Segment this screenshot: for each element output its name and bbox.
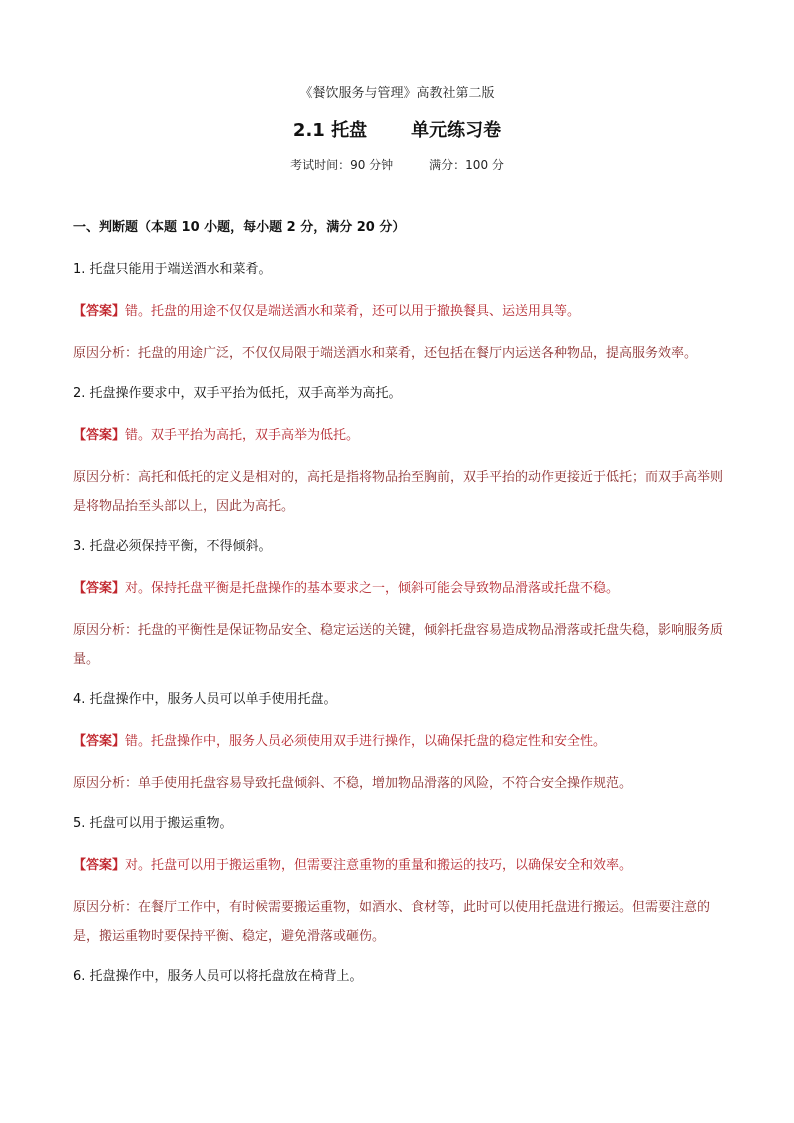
question-text: 2. 托盘操作要求中，双手平抬为低托，双手高举为高托。 [73,386,402,401]
question-text: 1. 托盘只能用于端送酒水和菜肴。 [73,262,272,277]
title-exam-name: 单元练习卷 [411,120,502,141]
question-block-3 [73,537,729,674]
page-title [0,116,794,142]
analysis-text: 原因分析：托盘的平衡性是保证物品安全、稳定运送的关键，倾斜托盘容易造成物品滑落或托盘失稳，影响服务质量。 [73,623,724,667]
answer-text: 对。托盘可以用于搬运重物，但需要注意重物的重量和搬运的技巧，以确保安全和效率。 [125,858,633,873]
answer-text: 错。双手平抬为高托，双手高举为低托。 [125,428,360,443]
analysis-text: 原因分析：在餐厅工作中，有时候需要搬运重物，如酒水、食材等，此时可以使用托盘进行搬运。但需要注意的是，搬运重物时要保持平衡、稳定，避免滑落或砸伤。 [73,900,711,944]
answer-line [73,426,729,446]
question-text: 5. 托盘可以用于搬运重物。 [73,816,233,831]
analysis-text: 原因分析：托盘的用途广泛，不仅仅局限于端送酒水和菜肴，还包括在餐厅内运送各种物品，提高服务效率。 [73,346,698,361]
textbook-subtitle: 《餐饮服务与管理》高教社第二版 [299,86,495,101]
title-lesson: 2.1 托盘 [292,120,368,141]
analysis-text: 原因分析：单手使用托盘容易导致托盘倾斜、不稳，增加物品滑落的风险，不符合安全操作规范。 [73,776,633,791]
answer-tag: 【答案】 [73,581,126,596]
section-heading: 一、判断题（本题 10 小题，每小题 2 分，满分 20 分） [73,220,406,235]
question-block-4 [73,690,729,798]
answer-text: 错。托盘的用途不仅仅是端送酒水和菜肴，还可以用于撤换餐具、运送用具等。 [125,304,581,319]
question-text: 4. 托盘操作中，服务人员可以单手使用托盘。 [73,692,337,707]
question-block-2 [73,384,729,521]
content-body [73,218,729,1009]
exam-meta [0,156,794,173]
answer-text: 对。保持托盘平衡是托盘操作的基本要求之一，倾斜可能会导致物品滑落或托盘不稳。 [125,581,620,596]
question-block-1 [73,260,729,368]
analysis-text: 原因分析：高托和低托的定义是相对的，高托是指将物品抬至胸前，双手平抬的动作更接近于低托；而双手高举则是将物品抬至头部以上，因此为高托。 [73,470,724,514]
exam-time: 考试时间：90 分钟 [290,158,394,172]
question-block-5 [73,814,729,951]
full-score: 满分：100 分 [429,158,504,172]
answer-text: 错。托盘操作中，服务人员必须使用双手进行操作，以确保托盘的稳定性和安全性。 [125,734,607,749]
answer-tag: 【答案】 [73,428,126,443]
answer-tag: 【答案】 [73,734,126,749]
answer-line [73,856,729,876]
question-text: 3. 托盘必须保持平衡，不得倾斜。 [73,539,272,554]
question-text-6: 6. 托盘操作中，服务人员可以将托盘放在椅背上。 [73,969,363,984]
answer-line [73,732,729,752]
answer-line [73,302,729,322]
answer-line [73,579,729,599]
answer-tag: 【答案】 [73,858,126,873]
answer-tag: 【答案】 [73,304,126,319]
